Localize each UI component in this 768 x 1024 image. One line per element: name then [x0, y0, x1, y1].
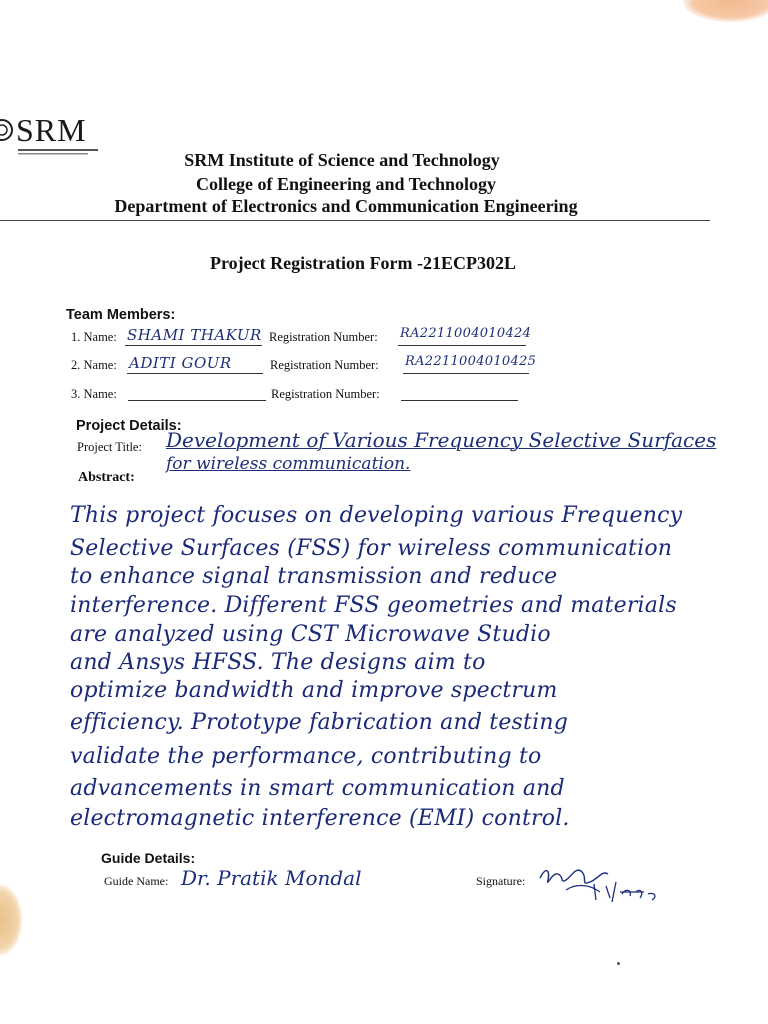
project-title-line-2: for wireless communication.: [166, 454, 411, 474]
team-members-heading: Team Members:: [66, 307, 176, 323]
member-1-reg-number: RA2211004010424: [400, 326, 532, 341]
member-3-name-line: [128, 400, 266, 401]
abstract-line: to enhance signal transmission and reduce: [70, 564, 558, 589]
abstract-line: efficiency. Prototype fabrication and testing: [70, 710, 568, 735]
abstract-line: advancements in smart communication and: [70, 776, 565, 801]
photo-edge-artifact: [683, 0, 768, 22]
member-3-reg-label: Registration Number:: [271, 387, 380, 401]
member-1-name-label: 1. Name:: [71, 330, 117, 344]
member-3-reg-line: [401, 400, 518, 401]
abstract-line: are analyzed using CST Microwave Studio: [70, 622, 551, 647]
finger-artifact: [0, 885, 22, 955]
paper-speck: [617, 962, 620, 965]
member-2-reg-label: Registration Number:: [270, 358, 379, 372]
institute-name: SRM Institute of Science and Technology: [184, 150, 500, 170]
project-details-heading: Project Details:: [76, 418, 182, 434]
member-2-name-line: [127, 373, 263, 374]
guide-details-heading: Guide Details:: [101, 850, 196, 866]
guide-name: Dr. Pratik Mondal: [181, 866, 362, 890]
abstract-line: electromagnetic interference (EMI) control.: [70, 806, 570, 831]
abstract-line: validate the performance, contributing to: [70, 744, 542, 769]
member-1-reg-line: [398, 345, 526, 346]
member-2-reg-line: [403, 373, 529, 374]
abstract-line: Selective Surfaces (FSS) for wireless communication: [70, 536, 673, 561]
abstract-line: optimize bandwidth and improve spectrum: [70, 678, 558, 703]
abstract-label: Abstract:: [78, 470, 135, 485]
member-2-name-label: 2. Name:: [71, 358, 117, 372]
signature-label: Signature:: [476, 874, 526, 888]
college-name: College of Engineering and Technology: [195, 174, 497, 194]
member-1-name: SHAMI THAKUR: [127, 326, 262, 344]
srm-emblem-icon: [0, 118, 14, 142]
form-title: Project Registration Form -21ECP302L: [209, 253, 517, 273]
project-title-line-1: Development of Various Frequency Selective Surfaces: [166, 428, 717, 452]
member-2-reg-number: RA2211004010425: [405, 354, 537, 369]
guide-signature: [536, 862, 686, 912]
member-2-name: ADITI GOUR: [129, 354, 232, 372]
member-3-name-label: 3. Name:: [71, 387, 117, 401]
member-1-reg-label: Registration Number:: [269, 330, 378, 344]
abstract-line: This project focuses on developing various Frequency: [70, 503, 683, 528]
guide-name-label: Guide Name:: [104, 874, 169, 888]
header-divider: [0, 220, 710, 221]
department-name: Department of Electronics and Communication Engineering: [114, 196, 578, 216]
logo-text: SRM: [16, 112, 87, 148]
project-title-label: Project Title:: [77, 440, 142, 454]
member-1-name-line: [125, 345, 262, 346]
abstract-line: interference. Different FSS geometries and materials: [70, 593, 677, 618]
abstract-line: and Ansys HFSS. The designs aim to: [70, 650, 486, 675]
